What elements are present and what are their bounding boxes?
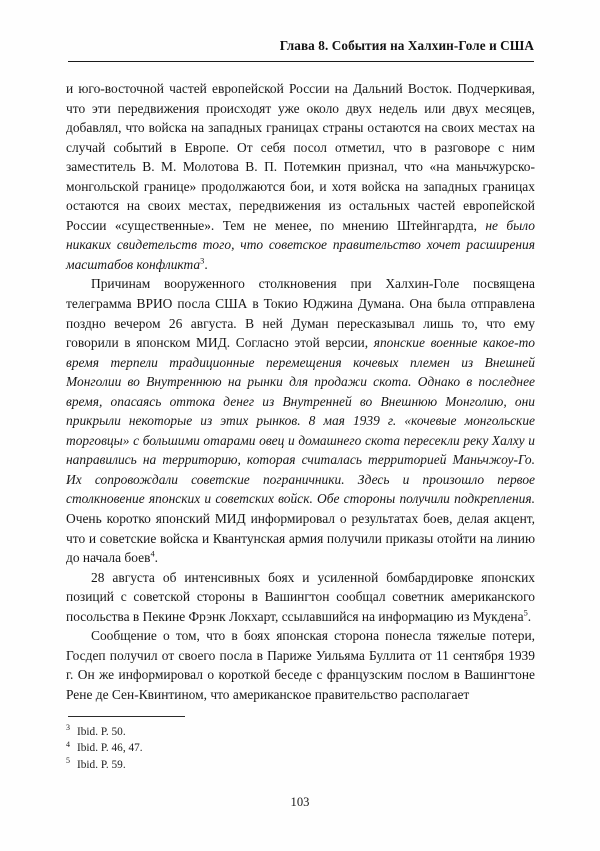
footnote-item: 5 Ibid. P. 59.	[66, 756, 126, 771]
text-run: .	[527, 608, 532, 624]
body-paragraph	[66, 626, 535, 704]
italic-text-run: не было никаких свидетельств того, что советское правительство хочет расширения масштабов конфликта	[66, 217, 535, 272]
text-run: Сообщение о том, что в боях японская сторона понесла тяжелые потери, Госдеп получил от своего посла в Париже Уильяма Буллита от 11 сентября 1939 г. Он же информировал о короткой беседе с французским послом в Вашингтоне Рене де Сен-Квинтином, что американское правительство располагает	[66, 628, 535, 702]
text-run: и юго-восточной частей европейской России на Дальний Восток. Подчеркивая, что эти передвижения происходят уже около двух недель или двух месяцев, добавлял, что войска на западных границах страны остаются на своих местах на случай событий в Европе. От себя посол отметил, что в разговоре с ним заместитель В. М. Молотова В. П. Потемкин признал, что «на маньчжурско-монгольской границе» продолжаются бои, и хотя войска на западных границах остаются на своих местах, передвижения из остальных частей европейской России «существенные». Тем не менее, по мнению Штейнгардта,	[66, 81, 535, 233]
text-run: Очень коротко японский МИД информировал о результатах боев, делая акцент, что и советские войска и Квантунская армия получили приказы отойти на линию до начала боев	[66, 511, 535, 566]
footnote-text: Ibid. P. 50.	[77, 726, 126, 738]
footnote-text: Ibid. P. 46, 47.	[77, 742, 143, 755]
footnotes-block	[66, 724, 466, 773]
text-run: Причинам вооруженного столкновения при Халхин-Голе посвящена телеграмма ВРИО посла США в Токио Юджина Думана. Она была отправлена поздно вечером 26 августа. В ней Думан пересказывал лишь то, что ему говорили в японском МИД. Согласно этой версии,	[66, 276, 535, 351]
page-number: 103	[290, 795, 310, 809]
body-paragraph	[66, 274, 535, 567]
footnote-text: Ibid. P. 59.	[77, 758, 126, 771]
body-paragraph	[66, 568, 535, 627]
body-text-block	[66, 79, 535, 705]
footnote-divider-rule	[68, 716, 185, 717]
footnote-item: 4 Ibid. P. 46, 47.	[66, 739, 143, 755]
footnote-reference: 4	[150, 549, 155, 559]
text-run: .	[154, 550, 158, 566]
text-run: .	[204, 256, 208, 272]
text-run: 28 августа об интенсивных боях и усиленной бомбардировке японских позиций с советской стороны в Вашингтон сообщал советник американского посольства в Пекине Фрэнк Локхарт, ссылавшийся на информацию из Мукдена	[66, 569, 535, 624]
running-header-chapter-title: Глава 8. События на Халхин-Голе и США	[279, 38, 534, 53]
italic-text-run: японские военные какое-то время терпели традиционные перемещения кочевых племен из Внешней Монголии во Внутреннюю на рынки для продажи скота. Однако в последнее время, опасаясь оттока денег из Внутренней во Внешнюю Монголию, они прикрыли некоторые из этих рынков. 8 мая 1939 г. «кочевые монгольские торговцы» с большими отарами овец и домашнего скота пересекли реку Халху и направились на территорию, которая считалась территорией Маньчжоу-Го. Их сопровождали советские пограничники. Здесь и произошло первое столкновение японских и советских войск. Обе стороны получили подкрепления.	[66, 335, 535, 507]
header-divider-rule	[68, 61, 534, 62]
footnote-reference: 3	[200, 256, 205, 266]
footnote-reference: 5	[523, 608, 528, 618]
body-paragraph	[66, 79, 535, 274]
footnote-item: 3 Ibid. P. 50.	[66, 723, 126, 738]
